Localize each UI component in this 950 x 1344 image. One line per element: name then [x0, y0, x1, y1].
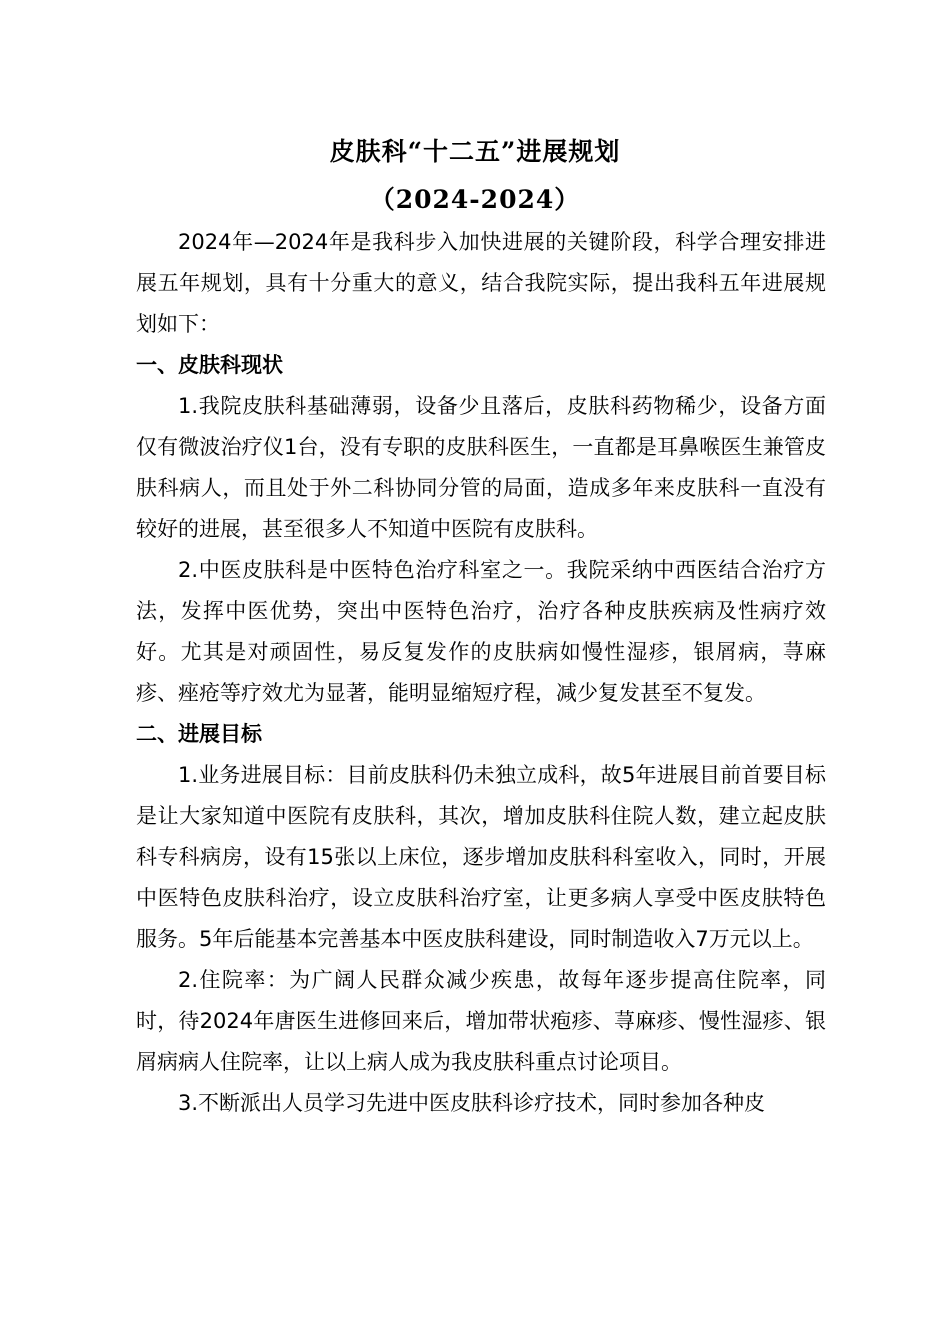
intro-paragraph: 2024年—2024年是我科步入加快进展的关键阶段，科学合理安排进展五年规划，具有十分重大的意义，结合我院实际，提出我科五年进展规划如下：	[136, 230, 826, 336]
section-status	[136, 345, 826, 714]
section-paragraph: 2.中医皮肤科是中医特色治疗科室之一。我院采纳中西医结合治疗方法，发挥中医优势，突出中医特色治疗，治疗各种皮肤疾病及性病疗效好。尤其是对顽固性，易反复发作的皮肤病如慢性湿疹，银屑病，荨麻疹、痤疮等疗效尤为显著，能明显缩短疗程，减少复发甚至不复发。	[136, 558, 826, 705]
document-body	[136, 222, 826, 1124]
section-paragraph: 1.我院皮肤科基础薄弱，设备少且落后，皮肤科药物稀少，设备方面仅有微波治疗仪1台，没有专职的皮肤科医生，一直都是耳鼻喉医生兼管皮肤科病人，而且处于外二科协同分管的局面，造成多年来皮肤科一直没有较好的进展，甚至很多人不知道中医院有皮肤科。	[136, 394, 826, 541]
section-paragraph: 1.业务进展目标：目前皮肤科仍未独立成科，故5年进展目前首要目标是让大家知道中医院有皮肤科，其次，增加皮肤科住院人数，建立起皮肤科专科病房，设有15张以上床位，逐步增加皮肤科科室收入，同时，开展中医特色皮肤科治疗，设立皮肤科治疗室，让更多病人享受中医皮肤特色服务。5年后能基本完善基本中医皮肤科建设，同时制造收入7万元以上。	[136, 763, 826, 951]
section-goals	[136, 714, 826, 1124]
section-heading: 二、进展目标	[136, 722, 262, 746]
section-paragraph: 2.住院率：为广阔人民群众减少疾患，故每年逐步提高住院率，同时，待2024年唐医生进修回来后，增加带状疱疹、荨麻疹、慢性湿疹、银屑病病人住院率，让以上病人成为我皮肤科重点讨论项目。	[136, 968, 826, 1074]
document-title: 皮肤科“十二五”进展规划	[329, 137, 621, 166]
section-paragraph: 3.不断派出人员学习先进中医皮肤科诊疗技术，同时参加各种皮	[178, 1091, 766, 1115]
section-heading: 一、皮肤科现状	[136, 353, 283, 377]
document-subtitle: （2024-2024）	[369, 185, 581, 214]
